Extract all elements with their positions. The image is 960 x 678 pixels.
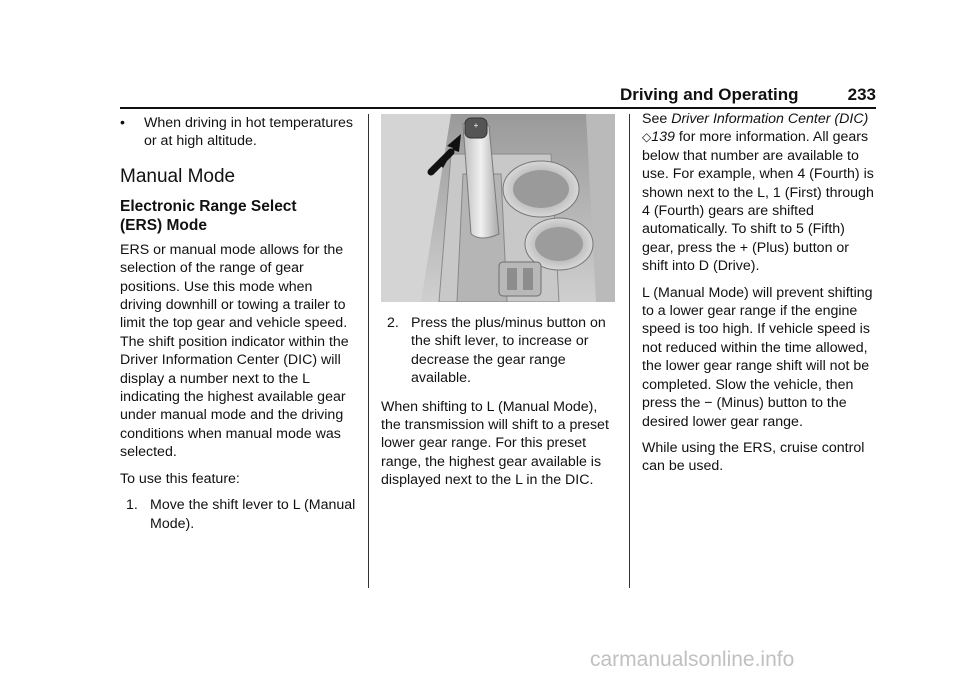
heading-ers-line2: (ERS) Mode <box>120 216 207 234</box>
manual-mode-shift-description: When shifting to L (Manual Mode), the transmission will shift to a preset lower gear range. For this preset range, the highest gear available is displayed next to the L in the DIC. <box>381 398 609 489</box>
page-number: 233 <box>847 85 876 104</box>
section-title: Driving and Operating <box>620 85 799 104</box>
cruise-control-paragraph: While using the ERS, cruise control can be used. <box>642 439 865 475</box>
column-divider <box>368 114 369 588</box>
dic-reference-rest: for more information. All gears below that number are available to use. For example, when 4 (Fourth) is shown next to the L, 1 (First) through 4 (Fourth) gears are shifted automatically. To shift to 5 (Fifth) gear, press the + (Plus) button or shift into D (Drive). <box>642 129 874 275</box>
ers-description: ERS or manual mode allows for the selection of the range of gear positions. Use this mode when driving downhill or towing a trailer to limit the top gear and vehicle speed. The shift position indicator within the Driver Information Center (DIC) will display a number next to the L indicating the highest available gear under manual mode and the driving conditions when manual mode was selected. <box>120 241 349 461</box>
step-1 <box>120 496 356 533</box>
step-2 <box>381 314 617 388</box>
heading-manual-mode: Manual Mode <box>120 165 236 187</box>
shift-lever-photo <box>381 114 615 302</box>
bullet-item <box>120 114 356 151</box>
page-reference-number[interactable]: 139 <box>651 129 675 146</box>
page-reference-icon: ◇ <box>642 130 652 145</box>
manual-mode-prevent-paragraph: L (Manual Mode) will prevent shifting to a lower gear range if the engine speed is too high. If vehicle speed is not reduced within the time allowed, the lower gear range shift will not be completed. Slow the vehicle, then press the − (Minus) button to the desired lower gear range. <box>642 284 873 430</box>
step-number: 2. <box>387 315 399 331</box>
watermark: carmanualsonline.info <box>590 648 795 671</box>
bullet-mark: • <box>120 115 125 131</box>
dic-reference-link[interactable]: Driver Information Center (DIC) <box>671 111 869 127</box>
heading-ers-mode <box>120 197 356 235</box>
step-text: Press the plus/minus button on the shift lever, to increase or decrease the gear range available. <box>411 315 606 387</box>
svg-text:+: + <box>473 121 479 130</box>
step-number: 1. <box>126 497 138 514</box>
dic-reference-paragraph <box>642 110 876 276</box>
see-text: See <box>642 111 668 127</box>
column-1 <box>120 110 356 543</box>
use-feature-intro: To use this feature: <box>120 470 240 487</box>
bullet-text: When driving in hot temperatures or at high altitude. <box>144 115 353 150</box>
header-rule <box>120 107 876 109</box>
column-divider <box>629 114 630 588</box>
heading-ers-line1: Electronic Range Select <box>120 197 297 215</box>
page-header <box>620 80 876 110</box>
step-text: Move the shift lever to L (Manual Mode). <box>150 497 356 532</box>
column-2 <box>381 110 617 498</box>
column-3 <box>642 110 876 484</box>
